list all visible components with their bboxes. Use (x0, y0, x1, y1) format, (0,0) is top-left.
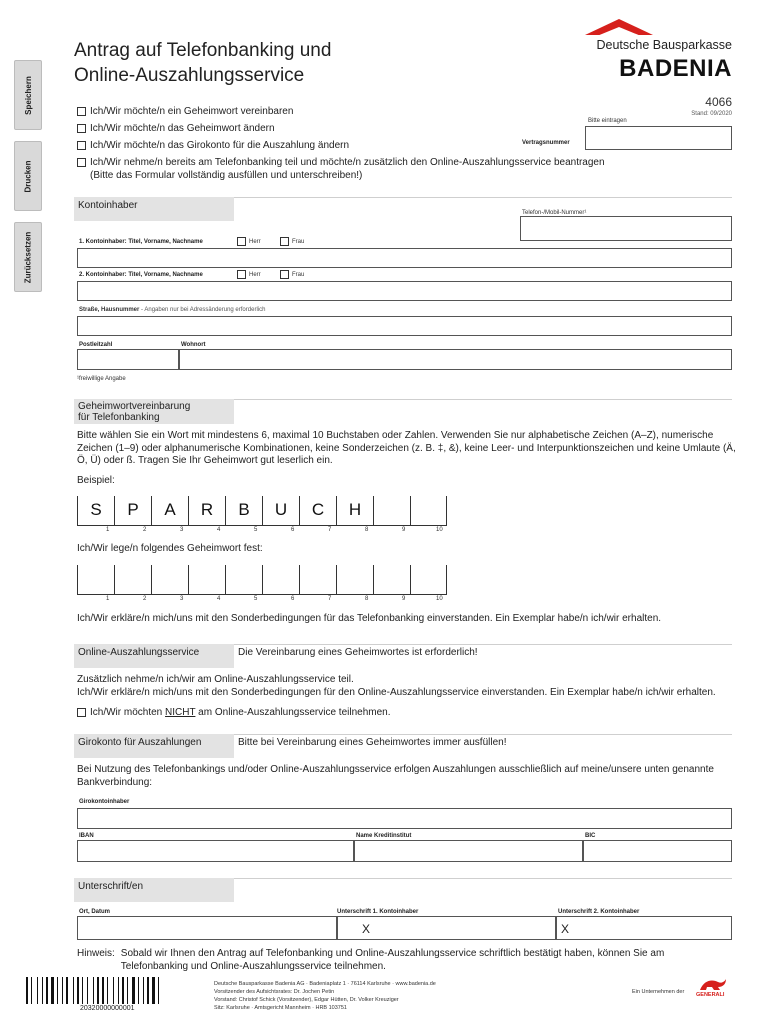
iban-label: IBAN (79, 833, 94, 839)
geheimwort-box-number: 5 (254, 596, 258, 602)
geheimwort-box-number: 7 (328, 596, 332, 602)
geheimwort-box-2[interactable] (114, 565, 151, 595)
section-geheimwort: Geheimwortvereinbarung für Telefonbanking (74, 399, 234, 424)
unterschrift2-label: Unterschrift 2. Kontoinhaber (558, 909, 640, 915)
option-aendern: Ich/Wir möchte/n das Geheimwort ändern (77, 122, 275, 135)
institut-input[interactable] (354, 840, 583, 862)
inhaber2-input[interactable] (77, 281, 732, 301)
example-box-5: B (225, 496, 262, 526)
option-aendern-checkbox[interactable] (77, 124, 86, 133)
beispiel-label: Beispiel: (77, 475, 115, 486)
telefon-label: Telefon-/Mobil-Nummer¹ (522, 210, 587, 216)
plz-input[interactable] (77, 349, 179, 370)
geheimwort-box-number: 9 (402, 596, 406, 602)
reset-button[interactable]: Zurücksetzen (14, 222, 42, 292)
ort-datum-label: Ort, Datum (79, 909, 111, 915)
unterschrift1-label: Unterschrift 1. Kontoinhaber (337, 909, 419, 915)
example-box-number: 1 (106, 527, 110, 533)
festlegen-label: Ich/Wir lege/n folgendes Geheimwort fest: (77, 543, 263, 554)
geheimwort-box-number: 1 (106, 596, 110, 602)
example-box-number: 3 (180, 527, 184, 533)
institut-label: Name Kreditinstitut (356, 833, 412, 839)
example-box-2: P (114, 496, 151, 526)
example-box-number: 10 (436, 527, 443, 533)
geheimwort-box-number: 8 (365, 596, 369, 602)
option-girokonto: Ich/Wir möchte/n das Girokonto für die Auszahlung ändern (77, 139, 349, 152)
geheimwort-box-8[interactable] (336, 565, 373, 595)
page-title: Antrag auf Telefonbanking und Online-Auszahlungsservice (74, 40, 332, 86)
wohnort-input[interactable] (179, 349, 732, 370)
unterschrift2-input[interactable]: X (556, 916, 732, 940)
section-girokonto: Girokonto für Auszahlungen (74, 734, 234, 758)
example-box-number: 6 (291, 527, 295, 533)
section-kontoinhaber: Kontoinhaber (74, 197, 234, 221)
online-optout-checkbox[interactable] (77, 708, 86, 717)
geheimwort-box-9[interactable] (373, 565, 410, 595)
example-box-9 (373, 496, 410, 526)
option-online: Ich/Wir nehme/n bereits am Telefonbanking teil und möchte/n zusätzlich den Online-Auszahlungsservice beantragen (Bitte das Formular vollständig ausfüllen und unterschreiben!) (77, 156, 737, 182)
example-box-4: R (188, 496, 225, 526)
geheimwort-box-10[interactable] (410, 565, 447, 595)
geheimwort-box-1[interactable] (77, 565, 114, 595)
inhaber1-input[interactable] (77, 248, 732, 268)
inhaber2-label: 2. Kontoinhaber: Titel, Vorname, Nachname (79, 272, 203, 278)
online-line1: Zusätzlich nehme/n ich/wir am Online-Auszahlungsservice teil. (77, 674, 354, 685)
footnote: ¹freiwillige Angabe (77, 376, 126, 382)
example-box-8: H (336, 496, 373, 526)
ort-datum-input[interactable] (77, 916, 337, 940)
geheimwort-box-number: 2 (143, 596, 147, 602)
option-online-checkbox[interactable] (77, 158, 86, 167)
inhaber2-frau-checkbox[interactable] (280, 270, 289, 279)
example-box-number: 9 (402, 527, 406, 533)
example-box-1: S (77, 496, 114, 526)
unternehmen-label: Ein Unternehmen der (632, 989, 685, 995)
example-box-10 (410, 496, 447, 526)
plz-label: Postleitzahl (79, 342, 113, 348)
geheimwort-box-number: 6 (291, 596, 295, 602)
example-box-6: U (262, 496, 299, 526)
option-vereinbaren: Ich/Wir möchte/n ein Geheimwort vereinbaren (77, 105, 293, 118)
geheimwort-boxes (77, 565, 447, 602)
inhaber1-label: 1. Kontoinhaber: Titel, Vorname, Nachname (79, 239, 203, 245)
vertragsnummer-label: Vertragsnummer (522, 140, 570, 146)
example-box-number: 4 (217, 527, 221, 533)
bic-input[interactable] (583, 840, 732, 862)
girokonto-text: Bei Nutzung des Telefonbankings und/oder Online-Auszahlungsservice erfolgen Auszahlungen ausschließlich auf meine/unsere unten genannte Bankverbindung: (77, 764, 714, 788)
example-box-number: 2 (143, 527, 147, 533)
geheimwort-box-5[interactable] (225, 565, 262, 595)
option-girokonto-checkbox[interactable] (77, 141, 86, 150)
example-boxes (77, 496, 447, 533)
logo-name: BADENIA (619, 55, 732, 82)
telefonbanking-agreement: Ich/Wir erkläre/n mich/uns mit den Sonderbedingungen für das Telefonbanking einverstanden. Ein Exemplar habe/n ich/wir erhalten. (77, 613, 662, 624)
unterschrift1-input[interactable]: X (337, 916, 556, 940)
logo-brand: Deutsche Bausparkasse (596, 38, 732, 52)
girokontoinhaber-input[interactable] (77, 808, 732, 829)
form-stand: Stand: 09/2020 (691, 111, 732, 117)
example-box-3: A (151, 496, 188, 526)
hinweis: Hinweis: Sobald wir Ihnen den Antrag auf Telefonbanking und Online-Auszahlungsservice schriftlich bestätigt haben, können Sie am Telefonbanking und Online-Auszahlungsservice teilnehmen. (77, 948, 665, 972)
telefon-input[interactable] (520, 216, 732, 241)
section-online: Online-Auszahlungsservice (74, 644, 234, 668)
example-box-number: 5 (254, 527, 258, 533)
wohnort-label: Wohnort (181, 342, 206, 348)
generali-lion-icon (698, 978, 728, 992)
bic-label: BIC (585, 833, 596, 839)
generali-label: GENERALI (696, 992, 725, 998)
example-box-7: C (299, 496, 336, 526)
geheimwort-box-6[interactable] (262, 565, 299, 595)
strasse-input[interactable] (77, 316, 732, 336)
option-vereinbaren-checkbox[interactable] (77, 107, 86, 116)
geheimwort-box-7[interactable] (299, 565, 336, 595)
inhaber2-herr-checkbox[interactable] (237, 270, 246, 279)
online-line2: Ich/Wir erkläre/n mich/uns mit den Sonderbedingungen für den Online-Auszahlungsservice einverstanden. Ein Exemplar habe/n ich/wir erhalten. (77, 687, 716, 698)
inhaber1-herr-checkbox[interactable] (237, 237, 246, 246)
save-button[interactable]: Speichern (14, 60, 42, 130)
vertragsnummer-input[interactable] (585, 126, 732, 150)
bitte-eintragen-label: Bitte eintragen (588, 118, 627, 124)
girokontoinhaber-label: Girokontoinhaber (79, 799, 130, 805)
print-button[interactable]: Drucken (14, 141, 42, 211)
section-unterschrift: Unterschrift/en (74, 878, 234, 902)
online-note: Die Vereinbarung eines Geheimwortes ist erforderlich! (238, 647, 478, 658)
barcode-number: 20320000000001 (80, 1005, 135, 1012)
geheimwort-instructions: Bitte wählen Sie ein Wort mit mindestens 6, maximal 10 Buchstaben oder Zahlen. Verwenden Sie nur alphabetische Zeichen (A–Z), numerische Zeichen (1–9) oder alphanumerische Kombinationen, keine Sonderzeichen (z. B. ‡, &), keine Leer- und Interpunktionszeichen und keine Umlaute (Ä, Ö, Ü) oder ß. Tragen Sie Ihr Geheimwort gut leserlich ein. (77, 430, 736, 466)
inhaber1-frau-checkbox[interactable] (280, 237, 289, 246)
geheimwort-box-number: 10 (436, 596, 443, 602)
strasse-label: Straße, Hausnummer - Angaben nur bei Adressänderung erforderlich (79, 307, 266, 313)
geheimwort-box-4[interactable] (188, 565, 225, 595)
geheimwort-box-3[interactable] (151, 565, 188, 595)
geheimwort-box-number: 3 (180, 596, 184, 602)
form-number: 4066 (705, 95, 732, 109)
girokonto-note: Bitte bei Vereinbarung eines Geheimwortes immer ausfüllen! (238, 737, 507, 748)
geheimwort-box-number: 4 (217, 596, 221, 602)
barcode (26, 977, 201, 1004)
online-optout: Ich/Wir möchten NICHT am Online-Auszahlungsservice teilnehmen. (77, 706, 391, 719)
iban-input[interactable] (77, 840, 354, 862)
footer-company-info: Deutsche Bausparkasse Badenia AG · Badeniaplatz 1 · 76114 Karlsruhe · www.badenia.de Vorsitzender des Aufsichtsrates: Dr. Jochen Petin Vorstand: Christof Schick (Vorsitzender), Edgar Hütten, Dr. Volker Kreuziger Sitz: Karlsruhe · Amtsgericht Mannheim · HRB 103751 (214, 981, 436, 1011)
example-box-number: 7 (328, 527, 332, 533)
example-box-number: 8 (365, 527, 369, 533)
